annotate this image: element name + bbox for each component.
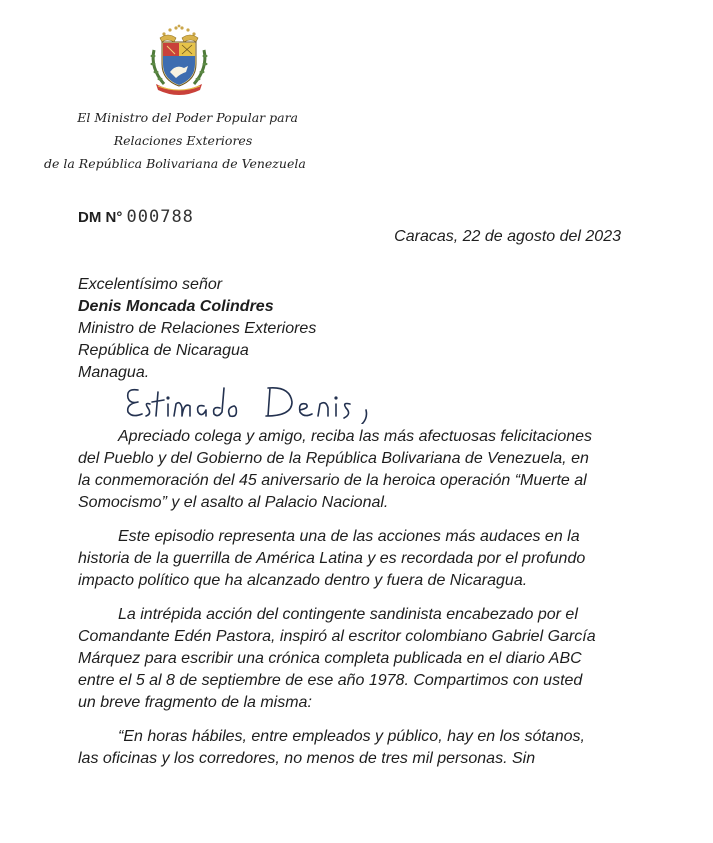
paragraph-line: Somocismo” y el asalto al Palacio Nacional. xyxy=(78,494,389,511)
letter-date: Caracas, 22 de agosto del 2023 xyxy=(394,228,621,245)
recipient-address xyxy=(78,274,316,384)
paragraph-line: La intrépida acción del contingente sandinista encabezado por el xyxy=(118,606,578,623)
recipient-salutation: Excelentísimo señor xyxy=(78,276,223,293)
recipient-name: Denis Moncada Colindres xyxy=(78,298,274,315)
paragraph-3 xyxy=(78,604,623,714)
paragraph-line: Comandante Edén Pastora, inspiró al escritor colombiano Gabriel García xyxy=(78,628,596,645)
paragraph-line: Este episodio representa una de las acciones más audaces en la xyxy=(118,528,580,545)
letterhead-line-2: Relaciones Exteriores xyxy=(113,133,253,148)
handwritten-greeting xyxy=(120,378,410,424)
paragraph-line: entre el 5 al 8 de septiembre de ese año 1978. Compartimos con usted xyxy=(78,672,583,689)
paragraph-line: historia de la guerrilla de América Latina y es recordada por el profundo xyxy=(78,550,586,567)
paragraph-line: Márquez para escribir una crónica completa publicada en el diario ABC xyxy=(78,650,582,667)
paragraph-1 xyxy=(78,426,623,514)
reference-label: DM N° xyxy=(78,209,123,226)
paragraph-line: “En horas hábiles, entre empleados y público, hay en los sótanos, xyxy=(118,728,585,745)
paragraph-line: un breve fragmento de la misma: xyxy=(78,694,312,711)
coat-of-arms-logo xyxy=(146,24,212,96)
paragraph-4-quote xyxy=(78,726,623,770)
paragraph-line: impacto político que ha alcanzado dentro y fuera de Nicaragua. xyxy=(78,572,528,589)
paragraph-line: Apreciado colega y amigo, reciba las más afectuosas felicitaciones xyxy=(118,428,593,445)
paragraph-line: las oficinas y los corredores, no menos de tres mil personas. Sin xyxy=(78,750,536,767)
paragraph-2 xyxy=(78,526,623,592)
letter-body xyxy=(78,426,623,782)
recipient-country: República de Nicaragua xyxy=(78,342,249,359)
recipient-city: Managua. xyxy=(78,364,150,381)
recipient-title: Ministro de Relaciones Exteriores xyxy=(78,320,317,337)
reference-number xyxy=(78,207,194,227)
letterhead-line-3: de la República Bolivariana de Venezuela xyxy=(44,156,306,171)
paragraph-line: la conmemoración del 45 aniversario de la heroica operación “Muerte al xyxy=(78,472,587,489)
ministry-letterhead xyxy=(38,106,328,175)
paragraph-line: del Pueblo y del Gobierno de la República Bolivariana de Venezuela, en xyxy=(78,450,589,467)
reference-value: 000788 xyxy=(126,207,194,227)
letterhead-line-1: El Ministro del Poder Popular para xyxy=(77,110,298,125)
